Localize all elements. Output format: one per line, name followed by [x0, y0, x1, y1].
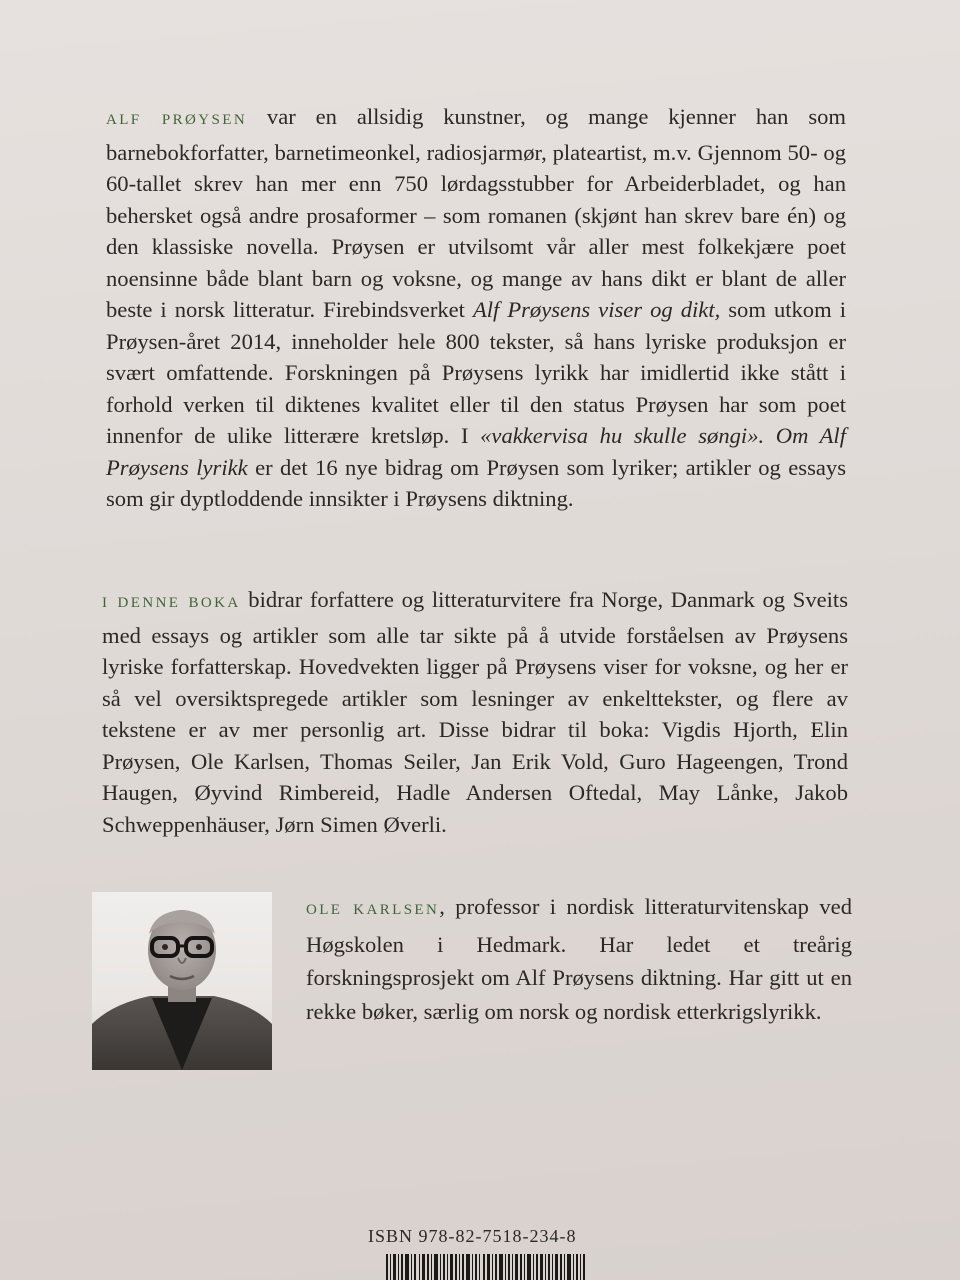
blurb-paragraph-1 — [106, 101, 846, 515]
book-title-viser-og-dikt: Alf Prøysens viser og dikt, — [472, 297, 721, 322]
barcode-icon — [386, 1254, 586, 1280]
book-title-vakkervisa: «vakkervisa hu skulle søngi». Om Alf Prøysens lyrikk — [106, 423, 846, 480]
author-portrait — [92, 892, 272, 1070]
author-block — [92, 892, 852, 1092]
lead-alf-proysen: ALF PRØYSEN — [106, 112, 248, 128]
lead-i-denne-boka: I DENNE BOKA — [102, 595, 241, 611]
isbn-number: ISBN 978-82-7518-234-8 — [368, 1226, 577, 1246]
blurb-text-c: er det 16 nye bidrag om Prøysen som lyriker; artikler og essays som gir dyptloddende innsikter i Prøysens diktning. — [106, 454, 846, 511]
blurb-paragraph-2 — [102, 584, 848, 840]
blurb-text-b: som utkom i Prøysen-året 2014, inneholder hele 800 tekster, så hans lyriske produksjon er svært omfattende. Forskningen på Prøysens lyrikk har imidlertid ikke stått i forhold verken til diktenes kvalitet eller til den status Prøysen har som poet innenfor de ulike litterære kretsløp. I — [106, 297, 846, 448]
author-bio-text: , professor i nordisk litteraturvitenskap ved Høgskolen i Hedmark. Har ledet et treårig forskningsprosjekt om Alf Prøysens diktning. Har gitt ut en rekke bøker, særlig om norsk og nordisk etterkrigslyrikk. — [306, 894, 852, 1024]
blurb-contributors-text: bidrar forfattere og litteraturvitere fra Norge, Danmark og Sveits med essays og artikler som alle tar sikte på å utvide forståelsen av Prøysens lyriske forfatterskap. Hovedvekten ligger på Prøysens viser for voksne, og her er så vel oversiktspregede artikler som lesninger av enkelttekster, og flere av tekstene er av mer personlig art. Disse bidrar til boka: Vigdis Hjorth, Elin Prøysen, Ole Karlsen, Thomas Seiler, Jan Erik Vold, Guro Hageengen, Trond Haugen, Øyvind Rimbereid, Hadle Andersen Oftedal, May Lånke, Jakob Schweppenhäuser, Jørn Simen Øverli. — [102, 587, 848, 837]
isbn-block — [368, 1226, 598, 1280]
blurb-text-a: var en allsidig kunstner, og mange kjenner han som barnebokforfatter, barnetimeonkel, radiosjarmør, plateartist, m.v. Gjennom 50- og 60-tallet skrev han mer enn 750 lørdagsstubber for Arbeiderbladet, og han behersket også andre prosaformer – som romanen (skjønt han skrev bare én) og den klassiske novella. Prøysen er utvilsomt vår aller mest folkekjære poet noensinne både blant barn og voksne, og mange av hans dikt er blant de aller beste i norsk litteratur. Firebindsverket — [106, 104, 846, 322]
author-name: OLE KARLSEN — [306, 902, 440, 918]
author-bio — [306, 890, 852, 1028]
